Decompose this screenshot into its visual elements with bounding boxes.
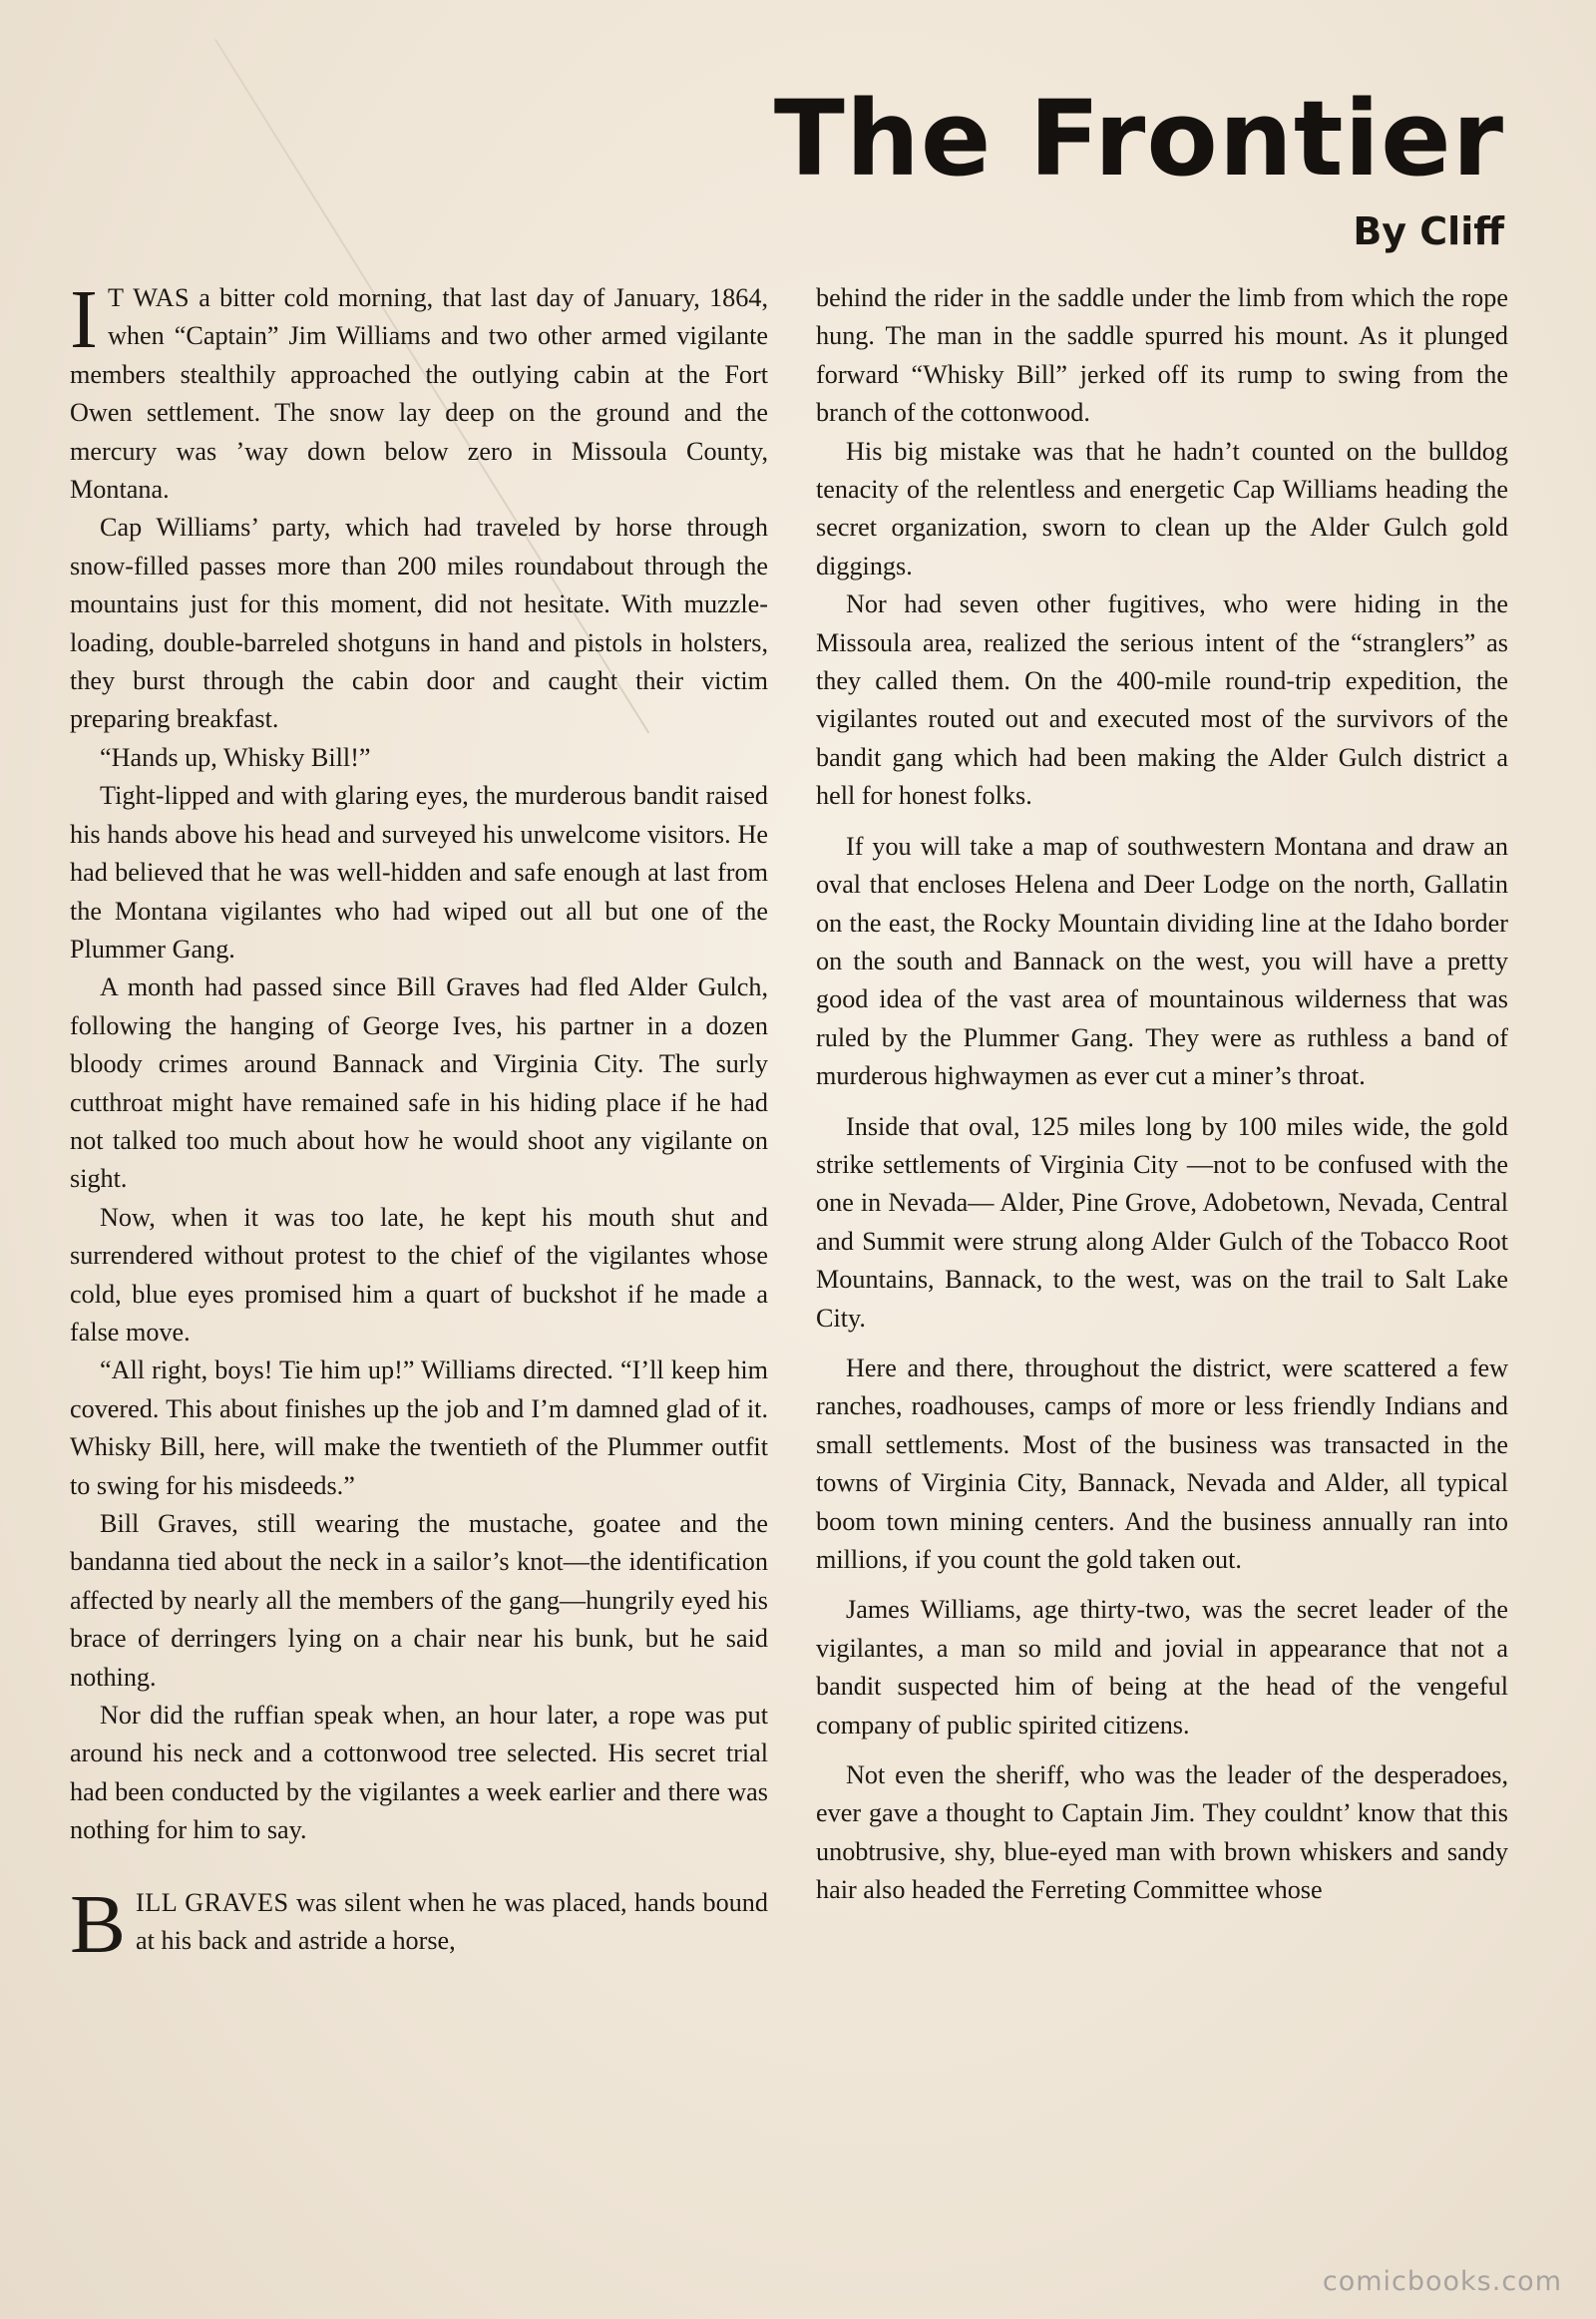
paragraph: If you will take a map of southwestern Montana and draw an oval that encloses Helena and Deer Lodge on the north, Gallatin on the east, the Rocky Mountain dividing line at the Idaho border on the south and Bannack on the west, you will have a pretty good idea of the vast area of mountainous wilderness that was ruled by the Plummer Gang. They were as ruthless a band of murderous highwaymen as ever cut a miner’s throat.: [816, 831, 1508, 1091]
paragraph: “All right, boys! Tie him up!” Williams directed. “I’ll keep him covered. This about finishes up the job and I’m damned glad of it. Whisky Bill, here, will make the twentieth of the Plummer outfit to swing for his misdeeds.”: [70, 1355, 768, 1500]
paragraph: A month had passed since Bill Graves had fled Alder Gulch, following the hanging of George Ives, his partner in a dozen bloody crimes around Bannack and Virginia City. The surly cutthroat might have remained safe in his hiding place if he had not talked too much about how he would shoot any vigilante on sight.: [70, 972, 768, 1194]
paragraph: Cap Williams’ party, which had traveled by horse through snow-filled passes more than 200 miles roundabout through the mountains just for this moment, did not hesitate. With muzzle-loading, double-barreled shotguns in hand and pistols in holsters, they burst through the cabin door and caught their victim preparing breakfast.: [70, 513, 768, 734]
paragraph: Inside that oval, 125 miles long by 100 miles wide, the gold strike settlements of Virginia City —not to be confused with the one in Nevada— Alder, Pine Grove, Adobetown, Nevada, Central and Summit were strung along Alder Gulch of the Tobacco Root Mountains, Bannack, to the west, was on the trail to Salt Lake City.: [816, 1111, 1508, 1333]
paragraph: Nor did the ruffian speak when, an hour later, a rope was put around his neck and a cottonwood tree selected. His secret trial had been conducted by the vigilantes a week earlier and there was nothing for him to say.: [70, 1701, 768, 1845]
article-byline: By Cliff: [1353, 209, 1504, 253]
lead-in: ILL GRAVES: [136, 1887, 289, 1917]
paragraph: James Williams, age thirty-two, was the secret leader of the vigilantes, a man so mild and jovial in appearance that not a bandit suspected him of being at the head of the vengeful company of public spirited citizens.: [816, 1595, 1508, 1739]
paragraph: Tight-lipped and with glaring eyes, the murderous bandit raised his hands above his head and surveyed his unwelcome visitors. He had believed that he was well-hidden and safe enough at last from the Montana vigilantes who had wiped out all but one of the Plummer Gang.: [70, 781, 768, 964]
paragraph: Not even the sheriff, who was the leader of the desperadoes, ever gave a thought to Captain Jim. They couldnt’ know that this unobtrusive, shy, blue-eyed man with brown whiskers and sandy hair also headed the Ferreting Committee whose: [816, 1760, 1508, 1905]
article-title: The Frontier: [773, 78, 1504, 199]
paragraph: [70, 273, 768, 509]
left-column: [70, 273, 768, 1971]
paragraph: behind the rider in the saddle under the limb from which the rope hung. The man in the saddle spurred his mount. As it plunged forward “Whisky Bill” jerked off its rump to swing from the branch of the cottonwood.: [816, 283, 1508, 428]
paragraph: “Hands up, Whisky Bill!”: [100, 742, 371, 772]
lead-in: T WAS: [107, 283, 191, 312]
site-watermark: comicbooks.com: [1322, 2266, 1562, 2297]
paragraph: Bill Graves, still wearing the mustache, goatee and the bandanna tied about the neck in a sailor’s knot—the identification affected by nearly all the members of the gang—hungrily eyed his brace of derringers lying on a chair near his bunk, but he said nothing.: [70, 1509, 768, 1692]
paragraph-text: a bitter cold morning, that last day of January, 1864, when “Captain” Jim Williams and two other armed vigilante members stealthily approached the outlying cabin at the Fort Owen settlement. The snow lay deep on the ground and the mercury was ’way down below zero in Missoula County, Montana.: [70, 283, 768, 505]
paragraph-text: was silent when he was placed, hands bound at his back and astride a horse,: [136, 1887, 768, 1956]
paragraph: Nor had seven other fugitives, who were hiding in the Missoula area, realized the serious intent of the “stranglers” as they called them. On the 400-mile round-trip expedition, the vigilantes routed out and executed most of the survivors of the bandit gang which had been making the Alder Gulch district a hell for honest folks.: [816, 589, 1508, 811]
paragraph: His big mistake was that he hadn’t counted on the bulldog tenacity of the relentless and energetic Cap Williams heading the secret organization, sworn to clean up the Alder Gulch gold diggings.: [816, 436, 1508, 580]
paragraph: [70, 1877, 768, 1971]
paragraph: Here and there, throughout the district, were scattered a few ranches, roadhouses, camps of more or less friendly Indians and small settlements. Most of the business was transacted in the towns of Virginia City, Bannack, Nevada and Alder, all typical boom town mining centers. And the business annually ran into millions, if you count the gold taken out.: [816, 1353, 1508, 1574]
paragraph: Now, when it was too late, he kept his mouth shut and surrendered without protest to the chief of the vigilantes whose cold, blue eyes promised him a quart of buckshot if he made a false move.: [70, 1202, 768, 1347]
right-column: [816, 279, 1508, 1910]
drop-cap: I: [70, 273, 98, 366]
drop-cap: B: [70, 1877, 127, 1971]
